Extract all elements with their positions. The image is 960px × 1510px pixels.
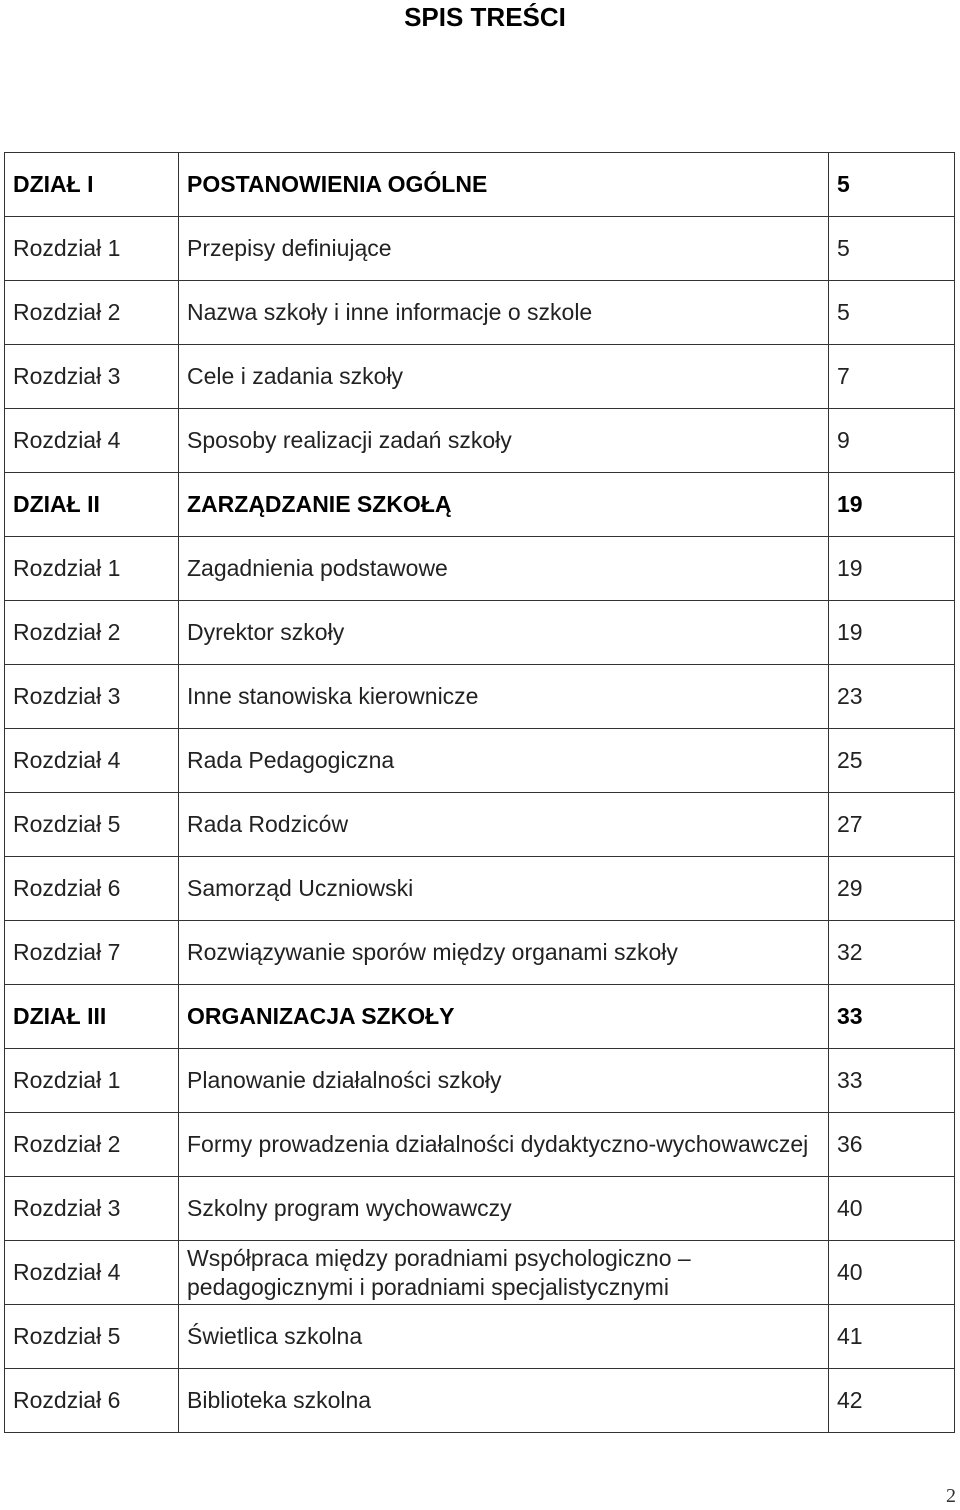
toc-entry-title: Zagadnienia podstawowe	[179, 537, 829, 601]
toc-section-label: Rozdział 2	[5, 601, 179, 665]
toc-entry-title: Samorząd Uczniowski	[179, 857, 829, 921]
toc-page-number: 40	[829, 1177, 955, 1241]
toc-chapter-row	[5, 1177, 955, 1241]
toc-page-number: 32	[829, 921, 955, 985]
toc-entry-title: Biblioteka szkolna	[179, 1369, 829, 1433]
toc-entry-title: Nazwa szkoły i inne informacje o szkole	[179, 281, 829, 345]
toc-page-number: 9	[829, 409, 955, 473]
toc-page-number: 5	[829, 153, 955, 217]
toc-section-label: Rozdział 5	[5, 793, 179, 857]
toc-section-label: Rozdział 4	[5, 1241, 179, 1305]
toc-section-label: Rozdział 6	[5, 1369, 179, 1433]
toc-section-label: Rozdział 4	[5, 729, 179, 793]
toc-section-label: DZIAŁ III	[5, 985, 179, 1049]
toc-entry-title: Rada Pedagogiczna	[179, 729, 829, 793]
toc-section-label: Rozdział 2	[5, 1113, 179, 1177]
toc-page-number: 5	[829, 281, 955, 345]
toc-entry-title: Rada Rodziców	[179, 793, 829, 857]
toc-entry-title: Inne stanowiska kierownicze	[179, 665, 829, 729]
toc-section-label: Rozdział 5	[5, 1305, 179, 1369]
toc-page-number: 5	[829, 217, 955, 281]
toc-entry-title: Dyrektor szkoły	[179, 601, 829, 665]
toc-chapter-row	[5, 1049, 955, 1113]
toc-section-label: DZIAŁ II	[5, 473, 179, 537]
toc-entry-title: Formy prowadzenia działalności dydaktyczno-wychowawczej	[179, 1113, 829, 1177]
toc-section-label: Rozdział 3	[5, 1177, 179, 1241]
toc-entry-title: ORGANIZACJA SZKOŁY	[179, 985, 829, 1049]
toc-entry-title: Szkolny program wychowawczy	[179, 1177, 829, 1241]
toc-section-label: Rozdział 1	[5, 1049, 179, 1113]
toc-section-label: Rozdział 7	[5, 921, 179, 985]
toc-page-number: 23	[829, 665, 955, 729]
toc-division-row	[5, 473, 955, 537]
toc-entry-title: Rozwiązywanie sporów między organami szkoły	[179, 921, 829, 985]
toc-entry-title: Świetlica szkolna	[179, 1305, 829, 1369]
toc-section-label: Rozdział 4	[5, 409, 179, 473]
toc-chapter-row	[5, 1305, 955, 1369]
toc-section-label: DZIAŁ I	[5, 153, 179, 217]
toc-chapter-row	[5, 281, 955, 345]
toc-chapter-row	[5, 729, 955, 793]
toc-page-number: 7	[829, 345, 955, 409]
toc-section-label: Rozdział 1	[5, 217, 179, 281]
toc-page-number: 40	[829, 1241, 955, 1305]
toc-page-number: 19	[829, 601, 955, 665]
toc-page-number: 19	[829, 473, 955, 537]
toc-entry-title: Sposoby realizacji zadań szkoły	[179, 409, 829, 473]
toc-chapter-row	[5, 921, 955, 985]
toc-entry-title: POSTANOWIENIA OGÓLNE	[179, 153, 829, 217]
toc-page-number: 33	[829, 1049, 955, 1113]
toc-chapter-row	[5, 857, 955, 921]
page-number: 2	[946, 1485, 956, 1507]
toc-chapter-row	[5, 409, 955, 473]
toc-page-number: 42	[829, 1369, 955, 1433]
toc-section-label: Rozdział 1	[5, 537, 179, 601]
toc-section-label: Rozdział 6	[5, 857, 179, 921]
toc-page-number: 29	[829, 857, 955, 921]
toc-page-number: 25	[829, 729, 955, 793]
toc-entry-title: Planowanie działalności szkoły	[179, 1049, 829, 1113]
toc-chapter-row	[5, 1241, 955, 1305]
toc-entry-title: Cele i zadania szkoły	[179, 345, 829, 409]
toc-page-number: 27	[829, 793, 955, 857]
toc-chapter-row	[5, 345, 955, 409]
toc-chapter-row	[5, 665, 955, 729]
toc-division-row	[5, 985, 955, 1049]
toc-chapter-row	[5, 1113, 955, 1177]
toc-chapter-row	[5, 217, 955, 281]
toc-section-label: Rozdział 2	[5, 281, 179, 345]
toc-page-number: 19	[829, 537, 955, 601]
page-title: SPIS TREŚCI	[404, 2, 566, 32]
toc-entry-title: Współpraca między poradniami psychologiczno – pedagogicznymi i poradniami specjalistycznymi	[179, 1241, 829, 1305]
toc-chapter-row	[5, 537, 955, 601]
toc-chapter-row	[5, 1369, 955, 1433]
toc-entry-title: Przepisy definiujące	[179, 217, 829, 281]
toc-entry-title: ZARZĄDZANIE SZKOŁĄ	[179, 473, 829, 537]
toc-chapter-row	[5, 793, 955, 857]
toc-page-number: 41	[829, 1305, 955, 1369]
toc-body	[5, 153, 955, 1433]
table-of-contents	[4, 152, 955, 1433]
toc-section-label: Rozdział 3	[5, 665, 179, 729]
toc-page-number: 36	[829, 1113, 955, 1177]
toc-section-label: Rozdział 3	[5, 345, 179, 409]
toc-chapter-row	[5, 601, 955, 665]
toc-page-number: 33	[829, 985, 955, 1049]
toc-division-row	[5, 153, 955, 217]
